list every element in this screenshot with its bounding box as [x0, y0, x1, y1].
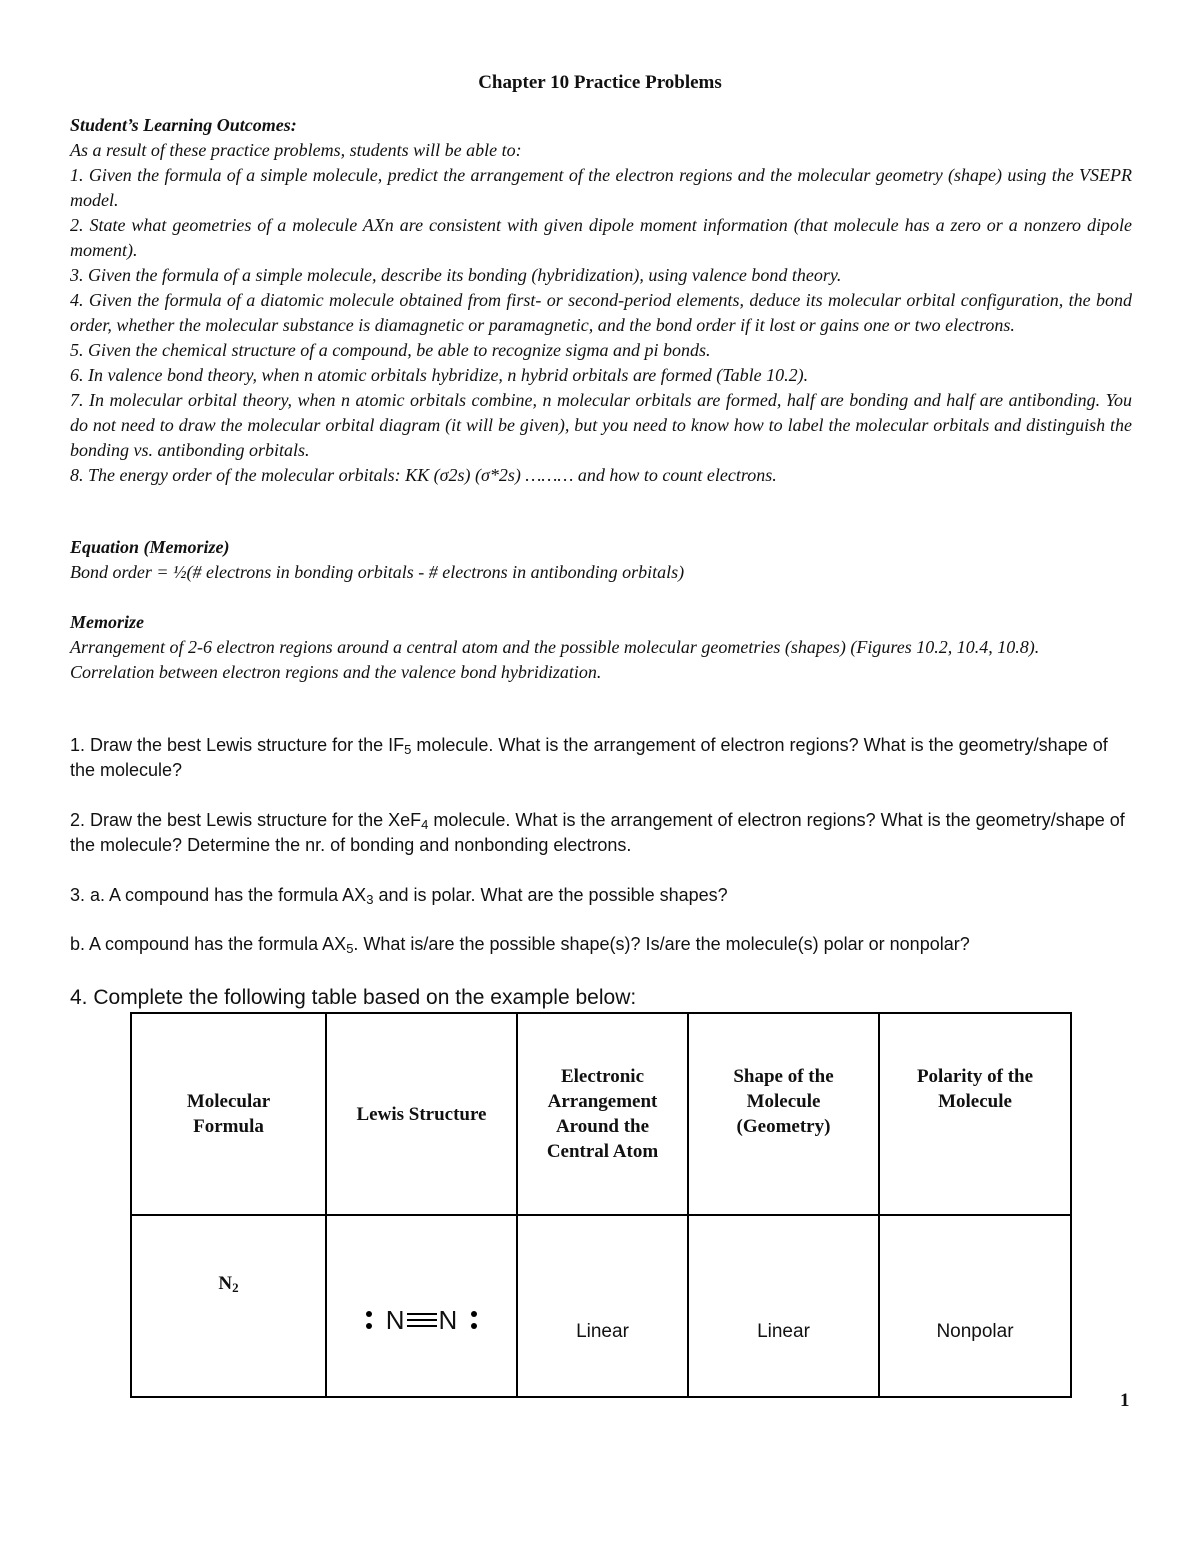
- lone-pair-icon: [366, 1311, 372, 1329]
- question-4: 4. Complete the following table based on the example below:: [70, 986, 637, 1009]
- header-polarity: Polarity of the Molecule: [879, 1013, 1071, 1215]
- outcome-item: 3. Given the formula of a simple molecule, describe its bonding (hybridization), using valence bond theory.: [70, 265, 842, 285]
- outcomes-heading: Student’s Learning Outcomes:: [70, 115, 297, 135]
- equation-heading: Equation (Memorize): [70, 537, 230, 557]
- triple-bond-icon: [407, 1313, 437, 1327]
- header-lewis-structure: Lewis Structure: [326, 1013, 517, 1215]
- question-3b: b. A compound has the formula $AX_5$. What is/are the possible shape(s)? Is/are the molecule(s) polar or nonpolar?: [70, 934, 970, 956]
- bond-order-equation: Bond order = ½(# electrons in bonding orbitals - # electrons in antibonding orbitals): [70, 562, 685, 582]
- equation-section: [70, 535, 1132, 585]
- page-title: Chapter 10 Practice Problems: [478, 72, 722, 93]
- table-header-row: [131, 1013, 1071, 1215]
- question-2: 2. Draw the best Lewis structure for the XeF$_4$ molecule. What is the arrangement of electron regions? What is the geometry/shape of the molecule? Determine the nr. of bonding and nonbonding electrons.: [70, 810, 1125, 855]
- learning-outcomes: [70, 113, 1132, 488]
- cell-formula: $N_2$: [131, 1215, 326, 1397]
- cell-shape: Linear: [688, 1215, 879, 1397]
- cell-arrangement: Linear: [517, 1215, 688, 1397]
- outcome-item: 1. Given the formula of a simple molecule, predict the arrangement of the electron regions and the molecular geometry (shape) using the VSEPR model.: [70, 165, 1132, 210]
- lone-pair-icon: [471, 1311, 477, 1329]
- memorize-line: Correlation between electron regions and the valence bond hybridization.: [70, 662, 602, 682]
- outcome-item: 5. Given the chemical structure of a compound, be able to recognize sigma and pi bonds.: [70, 340, 711, 360]
- page-number: 1: [1120, 1390, 1130, 1411]
- cell-polarity: Nonpolar: [879, 1215, 1071, 1397]
- header-molecular-formula: Molecular Formula: [131, 1013, 326, 1215]
- header-shape: Shape of the Molecule (Geometry): [688, 1013, 879, 1215]
- outcome-item: 7. In molecular orbital theory, when n atomic orbitals combine, n molecular orbitals are formed, half are bonding and half are antibonding. You do not need to draw the molecular orbital diagram (it will be given), but you need to know how to label the molecular orbitals and distinguish the bonding vs. antibonding orbitals.: [70, 390, 1132, 460]
- n2-lewis-structure: N N: [352, 1308, 492, 1333]
- table-row: [131, 1215, 1071, 1397]
- memorize-line: Arrangement of 2-6 electron regions around a central atom and the possible molecular geometries (shapes) (Figures 10.2, 10.4, 10.8).: [70, 637, 1040, 657]
- memorize-heading: Memorize: [70, 612, 144, 632]
- outcome-item: 6. In valence bond theory, when n atomic orbitals hybridize, n hybrid orbitals are formed (Table 10.2).: [70, 365, 809, 385]
- question-1: 1. Draw the best Lewis structure for the $IF_5$ molecule. What is the arrangement of electron regions? What is the geometry/shape of the molecule?: [70, 735, 1108, 780]
- cell-lewis-structure: [326, 1215, 517, 1397]
- outcome-item: 8. The energy order of the molecular orbitals: KK (σ2s) (σ*2s) ……… and how to count electrons.: [70, 465, 777, 485]
- outcome-item: 4. Given the formula of a diatomic molecule obtained from first- or second-period elements, deduce its molecular orbital configuration, the bond order, whether the molecular substance is diamagnetic or paramagnetic, and the bond order if it lost or gains one or two electrons.: [70, 290, 1132, 335]
- header-electronic-arrangement: Electronic Arrangement Around the Central Atom: [517, 1013, 688, 1215]
- memorize-section: [70, 610, 1132, 685]
- outcomes-intro: As a result of these practice problems, students will be able to:: [70, 140, 522, 160]
- outcome-item: 2. State what geometries of a molecule AXn are consistent with given dipole moment information (that molecule has a zero or a nonzero dipole moment).: [70, 215, 1132, 260]
- question-3a: 3. a. A compound has the formula $AX_3$ and is polar. What are the possible shapes?: [70, 885, 728, 907]
- geometry-table: [130, 1012, 1072, 1398]
